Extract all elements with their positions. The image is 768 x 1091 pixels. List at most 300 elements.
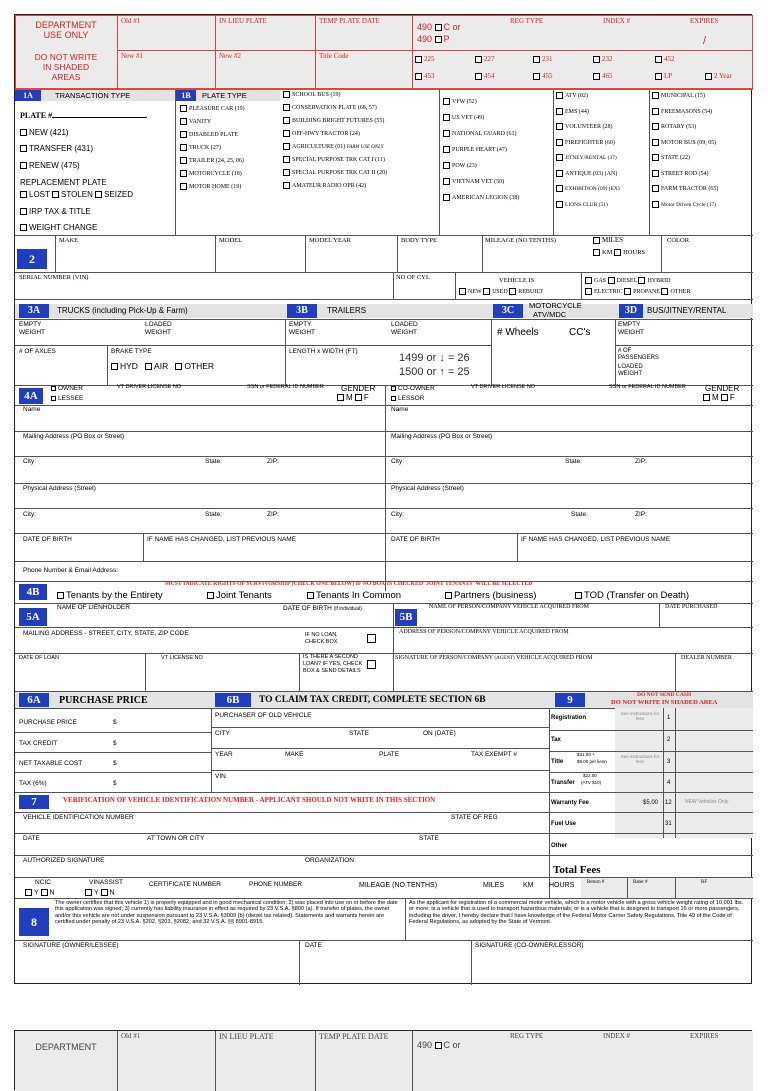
- lessor-label: LESSOR: [398, 395, 425, 402]
- pt-conservation-checkbox[interactable]: [283, 104, 290, 111]
- coowner-f: F: [729, 393, 735, 402]
- pt-agri-checkbox[interactable]: [283, 143, 290, 150]
- next-in-lieu: IN LIEU PLATE: [219, 1032, 274, 1041]
- state-of-reg-label: STATE OF REG: [451, 814, 498, 821]
- second-loan-label-3: BOX & SEND DETAILS: [303, 668, 361, 674]
- authorized-signature-label: AUTHORIZED SIGNATURE: [23, 857, 105, 864]
- transfer-fee-amount: $22.00: [583, 773, 597, 778]
- code-227: 227: [484, 55, 495, 64]
- new-plate-1-label: New #1: [121, 52, 143, 60]
- p490-label-2: 490: [417, 34, 433, 44]
- color-label: COLOR: [667, 237, 690, 244]
- electric-checkbox[interactable]: [585, 288, 592, 295]
- new-label: NEW (421): [29, 128, 69, 137]
- section-3d-number: 3D: [619, 304, 643, 318]
- pt-ems-checkbox[interactable]: [556, 108, 563, 115]
- pt-antique: ANTIQUE (03) (AN): [565, 170, 618, 177]
- tax-credit-heading: TO CLAIM TAX CREDIT, COMPLETE SECTION 6B: [259, 695, 486, 705]
- coowner-state-label-2: State:: [571, 511, 588, 518]
- rebuilt-checkbox[interactable]: [509, 288, 516, 295]
- owner-checkbox[interactable]: [51, 386, 56, 391]
- code-232-checkbox[interactable]: [593, 56, 600, 63]
- do-not-write-line2: IN SHADED: [42, 62, 90, 72]
- empty-weight-label: WEIGHT: [19, 329, 45, 336]
- owner-zip-label: ZIP:: [267, 458, 279, 465]
- new-vehicle-label: NEW: [468, 288, 482, 295]
- no-loan-label: IF NO LOAN,: [305, 632, 338, 638]
- vin-number-label: VEHICLE IDENTIFICATION NUMBER: [23, 814, 134, 821]
- next-c-checkbox[interactable]: [435, 1042, 442, 1049]
- verify-date-label: DATE: [23, 835, 40, 842]
- bus-empty-weight-label: WEIGHT: [618, 329, 644, 336]
- old-plate-label: Old #1: [121, 17, 141, 25]
- no-loan-check-label: CHECK BOX: [305, 639, 338, 645]
- wheels-label: # Wheels: [497, 327, 539, 338]
- used-checkbox[interactable]: [483, 288, 490, 295]
- coowner-license-label: VT DRIVER LICENSE NO: [471, 384, 536, 390]
- see-instructions-3: See instructions for fees: [620, 754, 660, 764]
- tenants-entirety-checkbox[interactable]: [57, 592, 64, 599]
- pt-motorcycle: MOTORCYCLE (18): [189, 170, 242, 177]
- air-checkbox[interactable]: [145, 363, 152, 370]
- owner-f: F: [363, 393, 369, 402]
- coowner-gender-label: GENDER: [705, 384, 740, 393]
- pt-legion-checkbox[interactable]: [443, 194, 450, 201]
- tax-6-dollar: $: [113, 780, 117, 787]
- pt-municipal: MUNICIPAL (15): [661, 92, 706, 99]
- hyd-checkbox[interactable]: [111, 363, 118, 370]
- section-3c-number: 3C: [493, 304, 523, 318]
- section-8-number: 8: [19, 908, 49, 936]
- renew-checkbox[interactable]: [20, 162, 27, 169]
- pt-freemasons-checkbox[interactable]: [652, 108, 659, 115]
- p-checkbox[interactable]: [435, 36, 442, 43]
- pt-vietnam-checkbox[interactable]: [443, 178, 450, 185]
- coowner-prev-name-label: IF NAME HAS CHANGED, LIST PREVIOUS NAME: [521, 536, 671, 543]
- code-465-checkbox[interactable]: [593, 73, 600, 80]
- pt-legion: AMERICAN LEGION (38): [452, 194, 520, 201]
- registration-fee-label: Registration: [551, 715, 587, 721]
- expires-slash: /: [703, 35, 707, 47]
- tax-credit-dollar: $: [113, 740, 117, 747]
- bus-heading: BUS/JITNEY/RENTAL: [647, 306, 727, 315]
- code-455-checkbox[interactable]: [533, 73, 540, 80]
- coowner-name-label: Name: [391, 406, 409, 413]
- plate-type-col4: [556, 92, 656, 216]
- pt-lions-checkbox[interactable]: [556, 201, 563, 208]
- code-225: 225: [424, 55, 435, 64]
- hyd-label: HYD: [120, 361, 138, 371]
- fuel-other-checkbox[interactable]: [661, 288, 668, 295]
- verify-hours-label: HOURS: [549, 882, 575, 889]
- brake-other-checkbox[interactable]: [175, 363, 182, 370]
- owner-dob-label: DATE OF BIRTH: [23, 536, 72, 543]
- registration-form: [14, 14, 752, 984]
- lien-dob-label: DATE OF BIRTH: [283, 605, 332, 612]
- diesel-checkbox[interactable]: [608, 277, 615, 284]
- new-vehicles-only: NEW Vehicles Only: [685, 799, 729, 805]
- owner-label: OWNER: [58, 385, 83, 392]
- total-fees-label: Total Fees: [553, 864, 601, 876]
- propane-checkbox[interactable]: [624, 288, 631, 295]
- code-2year-checkbox[interactable]: [705, 73, 712, 80]
- second-loan-label-2: LOAN? IF YES, CHECK: [303, 661, 363, 667]
- owner-gender-label: GENDER: [341, 384, 376, 393]
- warranty-fee-amount: $5.00: [643, 800, 659, 806]
- lessor-checkbox[interactable]: [391, 396, 396, 401]
- lienholder-label: NAME OF LIENHOLDER: [57, 604, 130, 611]
- hybrid-checkbox[interactable]: [638, 277, 645, 284]
- code-453-checkbox[interactable]: [415, 73, 422, 80]
- seized-label: SEIZED: [104, 190, 133, 199]
- pt-firefighter-checkbox[interactable]: [556, 139, 563, 146]
- coowner-city-label: City:: [391, 458, 404, 465]
- second-loan-label: IS THERE A SECOND: [303, 654, 358, 660]
- pt-jitney: JITNEY/RENTAL (37): [565, 154, 617, 161]
- code-231: 231: [542, 55, 553, 64]
- certificate-number-label: CERTIFICATE NUMBER: [149, 881, 221, 888]
- owner-mailing-label: Mailing Address (PO Box or Street): [23, 433, 125, 440]
- code-455: 455: [542, 72, 553, 81]
- eq25-label: = 25: [447, 366, 470, 378]
- see-instructions-1: See instructions for fees: [620, 711, 660, 721]
- vinassist-no-checkbox[interactable]: [101, 889, 108, 896]
- pt-schoolbus-checkbox[interactable]: [283, 91, 290, 98]
- pt-exhibition: EXHIBITION (09) (EX): [565, 185, 620, 192]
- pt-lions: LIONS CLUB (51): [565, 201, 608, 208]
- w1500-label: 1500: [399, 366, 424, 378]
- section-3b-number: 3B: [287, 304, 317, 318]
- pt-ems: EMS (44): [565, 108, 589, 115]
- propane-label: PROPANE: [633, 288, 660, 295]
- lost-checkbox[interactable]: [20, 191, 27, 198]
- weight-change-checkbox[interactable]: [20, 224, 27, 231]
- owner-city-label: City:: [23, 458, 36, 465]
- coowner-mailing-label: Mailing Address (PO Box or Street): [391, 433, 493, 440]
- coowner-state-label: State:: [565, 458, 582, 465]
- pt-rotary: ROTARY (53): [661, 123, 697, 130]
- gas-checkbox[interactable]: [585, 277, 592, 284]
- index-label: INDEX #: [603, 17, 631, 25]
- pt-vfw-checkbox[interactable]: [443, 98, 450, 105]
- pt-exhibition-checkbox[interactable]: [556, 185, 563, 192]
- coowner-city-label-2: City:: [391, 511, 404, 518]
- section-7-number: 7: [19, 795, 49, 809]
- code-227-checkbox[interactable]: [475, 56, 482, 63]
- used-label: USED: [492, 288, 508, 295]
- replacement-plate-label: REPLACEMENT PLATE: [20, 178, 107, 187]
- other-fee-label: Other: [551, 843, 568, 849]
- lessee-label: LESSEE: [58, 395, 84, 402]
- pt-bbf-checkbox[interactable]: [283, 117, 290, 124]
- stolen-checkbox[interactable]: [52, 191, 59, 198]
- no-shade-label: DO NOT WRITE IN SHADED AREA: [611, 699, 718, 706]
- owner-prev-name-label: IF NAME HAS CHANGED, LIST PREVIOUS NAME: [147, 536, 297, 543]
- acquired-address-label: ADDRESS OF PERSON/COMPANY VEHICLE ACQUIRED FROM: [399, 629, 569, 635]
- no-of-cyl-label: NO OF CYL: [396, 274, 430, 281]
- coowner-signature-label: SIGNATURE (CO-OWNER/LESSOR): [475, 942, 584, 949]
- miles-checkbox[interactable]: [593, 237, 600, 244]
- code-lp-checkbox[interactable]: [655, 73, 662, 80]
- or1-label: or: [426, 352, 437, 364]
- pt-disabled-checkbox[interactable]: [180, 131, 187, 138]
- pt-truck: TRUCK (27): [189, 144, 221, 151]
- vin-verification-heading: VERIFICATION OF VEHICLE IDENTIFICATION NUMBER - APPLICANT SHOULD NOT WRITE IN THIS SECTION: [63, 796, 436, 804]
- hours-label: HOURS: [623, 249, 646, 256]
- ncic-no-checkbox[interactable]: [41, 889, 48, 896]
- pt-schoolbus: SCHOOL BUS (19): [292, 91, 341, 98]
- c-checkbox[interactable]: [435, 24, 442, 31]
- tax-exempt-label: TAX EXEMPT #: [471, 751, 517, 758]
- tax-credit-year-label: YEAR: [215, 751, 233, 758]
- pt-guard-checkbox[interactable]: [443, 130, 450, 137]
- pt-pleasure-checkbox[interactable]: [180, 105, 187, 112]
- pt-municipal-checkbox[interactable]: [652, 92, 659, 99]
- laden-label: LOADED: [618, 364, 643, 370]
- pt-rotary-checkbox[interactable]: [652, 123, 659, 130]
- pt-trailer-checkbox[interactable]: [180, 157, 187, 164]
- pt-purpleheart: PURPLE HEART (47): [452, 146, 507, 153]
- tax-credit-state-label: STATE: [349, 730, 369, 737]
- code-225-checkbox[interactable]: [415, 56, 422, 63]
- joint-tenants-checkbox[interactable]: [207, 592, 214, 599]
- title-fee-amount: $31.00 +: [577, 752, 595, 757]
- trailer-empty-weight-label: WEIGHT: [289, 329, 315, 336]
- owner-license-label: VT DRIVER LICENSE NO: [117, 384, 182, 390]
- fee-num-12: 12: [665, 800, 672, 806]
- purchase-price-label: PURCHASE PRICE: [19, 719, 77, 726]
- pt-trailer: TRAILER (24, 25, 06): [189, 157, 244, 164]
- purchaser-old-vehicle-label: PURCHASER OF OLD VEHICLE: [215, 712, 312, 719]
- pt-antique-checkbox[interactable]: [556, 170, 563, 177]
- ncic-y: Y: [34, 889, 39, 897]
- code-2year: 2 Year: [714, 72, 732, 81]
- next-dept-use: DEPARTMENT: [35, 1042, 97, 1052]
- fuel-other-label: OTHER: [670, 288, 691, 295]
- section-4a-number: 4A: [19, 388, 43, 404]
- pt-mdc-checkbox[interactable]: [652, 201, 659, 208]
- plate-type-col5: [652, 92, 752, 216]
- new-checkbox[interactable]: [20, 129, 27, 136]
- next-reg-type: REG TYPE: [510, 1032, 544, 1040]
- pt-usvet: US VET (49): [452, 114, 485, 121]
- vinassist-yes-checkbox[interactable]: [85, 889, 92, 896]
- verify-miles-label: MILES: [483, 882, 505, 889]
- expires-label: EXPIRES: [690, 17, 719, 25]
- lien-if-individual: (if individual): [333, 606, 362, 612]
- hours-checkbox[interactable]: [614, 249, 621, 256]
- ncic-yes-checkbox[interactable]: [25, 889, 32, 896]
- ncic-n: N: [49, 889, 55, 897]
- code-454-checkbox[interactable]: [475, 73, 482, 80]
- transfer-checkbox[interactable]: [20, 145, 27, 152]
- tenants-common-checkbox[interactable]: [307, 592, 314, 599]
- loaded-label: LOADED: [145, 321, 172, 328]
- tax-credit-make-label: MAKE: [285, 751, 304, 758]
- tenants-entirety-label: Tenants by the Entirety: [66, 590, 163, 601]
- pt-motorcycle-checkbox[interactable]: [180, 170, 187, 177]
- plate-number-field[interactable]: [52, 117, 147, 118]
- pt-atv: ATV (02): [565, 92, 589, 99]
- motorcycle-heading: MOTORCYCLE: [529, 301, 582, 310]
- brake-other-label: OTHER: [184, 361, 215, 371]
- title-fee-lien: $9.00 per lienn: [577, 759, 607, 764]
- joint-tenants-label: Joint Tenants: [216, 590, 272, 601]
- pt-atv-checkbox[interactable]: [556, 92, 563, 99]
- dept-use-line2: USE ONLY: [43, 30, 89, 40]
- tod-label: TOD (Transfer on Death): [584, 590, 690, 601]
- c-or-label: C or: [443, 22, 461, 32]
- owner-female-checkbox[interactable]: [355, 394, 362, 401]
- no-loan-checkbox[interactable]: [367, 634, 376, 643]
- ccs-label: CC's: [569, 327, 591, 338]
- gas-label: GAS: [594, 277, 607, 284]
- trailer-empty-label: EMPTY: [289, 321, 312, 328]
- pt-amateur-checkbox[interactable]: [283, 182, 290, 189]
- pt-offhwy-checkbox[interactable]: [283, 130, 290, 137]
- pt-pleasure: PLEASURE CAR (19): [189, 105, 245, 112]
- temp-plate-date-label: TEMP PLATE DATE: [319, 17, 380, 25]
- section-6b-number: 6B: [215, 693, 251, 707]
- tax-credit-label: TAX CREDIT: [19, 740, 58, 747]
- partners-label: Partners (business): [454, 590, 537, 601]
- new-plate-2-label: New #2: [219, 52, 241, 60]
- owner-state-label-2: State:: [205, 511, 222, 518]
- or2-label: or: [426, 366, 437, 378]
- organization-label: ORGANIZATION: [305, 857, 354, 864]
- fee-num-2: 2: [667, 737, 671, 743]
- lien-license-label: VT LICENSE NO: [161, 655, 203, 661]
- pt-motorbus-checkbox[interactable]: [652, 139, 659, 146]
- owner-m: M: [346, 393, 353, 402]
- tenants-common-label: Tenants In Common: [316, 590, 402, 601]
- fee-num-1: 1: [667, 715, 671, 721]
- code-454: 454: [484, 72, 495, 81]
- section-1a-number: 1A: [15, 90, 41, 101]
- length-width-label: LENGTH x WIDTH (FT): [289, 348, 358, 355]
- phone-email-label: Phone Number & Email Address:: [23, 567, 119, 574]
- pt-firefighter: FIREFIGHTER (60): [565, 139, 615, 146]
- tax-credit-city-label: CITY: [215, 730, 230, 737]
- coowner-male-checkbox[interactable]: [703, 394, 710, 401]
- fuel-use-label: Fuel Use: [551, 821, 577, 827]
- bus-empty-label: EMPTY: [618, 321, 641, 328]
- pt-motorbus: MOTOR BUS (09, 05): [661, 139, 717, 146]
- next-index: INDEX #: [603, 1032, 631, 1040]
- pt-farmtractor-checkbox[interactable]: [652, 185, 659, 192]
- electric-label: ELECTRIC: [594, 288, 623, 295]
- lessee-checkbox[interactable]: [51, 396, 56, 401]
- on-date-label: ON (DATE): [423, 730, 456, 737]
- section-3a-number: 3A: [19, 304, 49, 318]
- brake-type-label: BRAKE TYPE: [111, 348, 152, 355]
- pt-streetrod-checkbox[interactable]: [652, 170, 659, 177]
- net-taxable-dollar: $: [113, 760, 117, 767]
- pt-pow-checkbox[interactable]: [443, 162, 450, 169]
- pt-truck-checkbox[interactable]: [180, 144, 187, 151]
- code-465: 465: [602, 72, 613, 81]
- pt-purpleheart-checkbox[interactable]: [443, 146, 450, 153]
- next-490: 490: [417, 1040, 433, 1050]
- section-4b-number: 4B: [19, 584, 47, 600]
- acquired-from-label: NAME OF PERSON/COMPANY VEHICLE ACQUIRED FROM: [429, 604, 589, 610]
- irp-checkbox[interactable]: [20, 208, 27, 215]
- no-cash-label: DO NOT SEND CASH: [637, 692, 692, 698]
- fee-num-4: 4: [667, 780, 671, 786]
- passengers-label: PASSENGERS: [618, 355, 659, 361]
- coowner-label: CO-OWNER: [398, 385, 435, 392]
- coowner-checkbox[interactable]: [391, 386, 396, 391]
- p490-label: 490: [417, 22, 433, 32]
- next-c-or: C or: [443, 1040, 461, 1050]
- pt-sp1: SPECIAL PURPOSE TRK CAT I (11): [292, 156, 385, 163]
- pt-usvet-checkbox[interactable]: [443, 114, 450, 121]
- coowner-female-checkbox[interactable]: [721, 394, 728, 401]
- commercial-vehicle-declaration: As the applicant for registration of a commercial motor vehicle, which is a motor vehicle with a gross vehicle weight rating of 10,001 lbs. or more; is a vehicle that is used to transport hazardous materials; or is a vehicle that is designed to transport 16 or more passengers, including the driver, I hereby declare that I have knowledge of the Federal Motor Carrier Safety Regulations, Title 49 of the Code of Federal Regulations, as adopted by the State of Vermont.: [409, 900, 744, 926]
- phone-number-label: PHONE NUMBER: [249, 881, 303, 888]
- rf-label: RF: [701, 880, 708, 885]
- pt-jitney-checkbox[interactable]: [556, 154, 563, 161]
- pt-vanity-checkbox[interactable]: [180, 118, 187, 125]
- w1499-label: 1499: [399, 352, 424, 364]
- seized-checkbox[interactable]: [95, 191, 102, 198]
- pt-agri: AGRICULTURE (01): [292, 143, 346, 150]
- verify-km-label: KM: [523, 882, 534, 889]
- empty-label: EMPTY: [19, 321, 42, 328]
- new-vehicle-checkbox[interactable]: [459, 288, 466, 295]
- pt-state-checkbox[interactable]: [652, 154, 659, 161]
- code-231-checkbox[interactable]: [533, 56, 540, 63]
- pass-label: # OF: [618, 348, 632, 354]
- pt-volunteer-checkbox[interactable]: [556, 123, 563, 130]
- code-452-checkbox[interactable]: [655, 56, 662, 63]
- eq26-label: = 26: [447, 352, 470, 364]
- signature-acquired-label: SIGNATURE OF PERSON/COMPANY: [395, 655, 493, 661]
- pt-pow: POW (23): [452, 162, 477, 169]
- p-label: P: [443, 34, 450, 44]
- plate-type-heading: PLATE TYPE: [202, 91, 247, 100]
- next-old-plate: Old #1: [121, 1032, 141, 1040]
- partners-checkbox[interactable]: [445, 592, 452, 599]
- tod-checkbox[interactable]: [575, 592, 582, 599]
- transfer-fee-atv: (ATV $10): [581, 780, 602, 785]
- signature-acquired-rest: VEHICLE ACQUIRED FROM: [516, 655, 593, 661]
- plate-type-col2: [283, 91, 438, 195]
- model-label: MODEL: [219, 237, 243, 244]
- loaded-weight-label: WEIGHT: [145, 329, 171, 336]
- transfer-fee-label: Transfer: [551, 780, 575, 786]
- dept-use-line1: DEPARTMENT: [35, 20, 97, 30]
- purchase-price-heading: PURCHASE PRICE: [59, 695, 148, 706]
- pt-sp2-checkbox[interactable]: [283, 169, 290, 176]
- pt-vietnam: VIETNAM VET (50): [452, 178, 505, 185]
- title-fee-label: Title: [551, 759, 564, 765]
- owner-male-checkbox[interactable]: [337, 394, 344, 401]
- pt-motorhome-checkbox[interactable]: [180, 183, 187, 190]
- coowner-zip-label: ZIP:: [635, 458, 647, 465]
- second-loan-checkbox[interactable]: [367, 660, 376, 669]
- section-9-number: 9: [555, 693, 585, 707]
- do-not-write-line3: AREAS: [51, 72, 81, 82]
- km-checkbox[interactable]: [593, 249, 600, 256]
- pt-sp1-checkbox[interactable]: [283, 156, 290, 163]
- next-page-header: [14, 1030, 752, 1090]
- verify-state-label: STATE: [419, 835, 439, 842]
- owner-certification-text: The owner certifies that this vehicle 1) is properly equipped and in good mechanical condition; 2) was placed into use on or before the date this application was signed; 3) currently has liability insurance in effect as required by 23 V.S.A. §800 (a). If transfer of plates, the owner and/or this vehicle are not under suspension pursuant to 23 V.S.A. §3009 (b) (diesel tax related). Statements and warrants herein are certified under penalty of 23 V.S.A. §202, §203, §2082, and 32 V.S.A. §§ 8901-8915.: [55, 900, 398, 926]
- trailer-loaded-label: LOADED: [391, 321, 418, 328]
- pt-conservation: CONSERVATION PLATE (68, 57): [292, 104, 377, 111]
- signature-date-label: DATE: [305, 942, 322, 949]
